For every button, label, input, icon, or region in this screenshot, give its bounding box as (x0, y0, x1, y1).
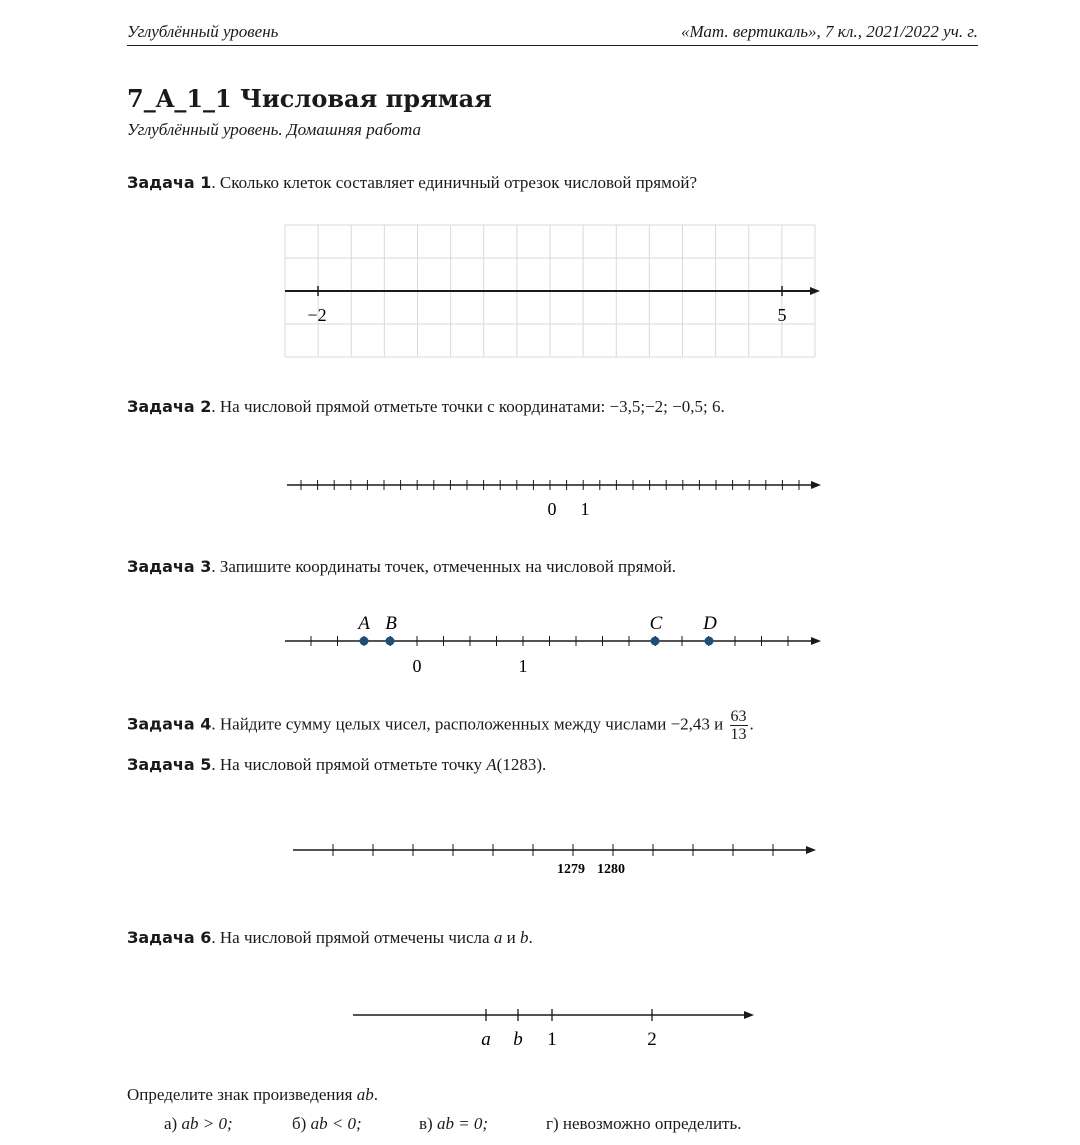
point-d (705, 637, 714, 646)
task-5-text: . На числовой прямой отметьте точку (211, 755, 483, 774)
task-4-text: . Найдите сумму целых чисел, расположенных между числами −2,43 и (211, 714, 724, 734)
label-1: 1 (518, 656, 528, 676)
task-1-text: . Сколько клеток составляет единичный отрезок числовой прямой? (211, 173, 698, 192)
option-d (546, 1114, 741, 1134)
figure-6-number-line (345, 990, 765, 1055)
page-subtitle: Углублённый уровень. Домашняя работа (127, 120, 422, 139)
page-title: 7_A_1_1 Числовая прямая (127, 84, 492, 113)
label-1279: 1279 (557, 862, 585, 877)
header-left: Углублённый уровень (127, 22, 279, 41)
task-6 (127, 928, 533, 948)
option-c-letter: в) (419, 1114, 433, 1133)
question-text: Определите знак произведения (127, 1085, 353, 1104)
figure-5-number-line (285, 820, 825, 890)
figure-3-number-line (280, 605, 825, 685)
figure-1-grid-number-line (280, 220, 825, 365)
figure-2-number-line (280, 460, 825, 530)
option-b-expr: ab < 0; (310, 1114, 362, 1133)
task-2 (127, 397, 725, 417)
task-6-conj: и (506, 928, 516, 947)
task-4-tail: . (749, 714, 754, 734)
arrow-head-icon (744, 1011, 754, 1019)
task-3-text: . Запишите координаты точек, отмеченных на числовой прямой. (211, 557, 677, 576)
task-5-label: Задача 5 (127, 755, 212, 774)
label-1: 1 (580, 499, 590, 519)
label-1280: 1280 (597, 862, 625, 877)
task-4-label: Задача 4 (127, 714, 212, 734)
task-6-text: . На числовой прямой отмечены числа (211, 928, 490, 947)
option-a (164, 1114, 233, 1134)
label-1: 1 (547, 1029, 557, 1050)
option-a-expr: ab > 0; (181, 1114, 233, 1133)
header-rule (127, 45, 978, 46)
arrow-head-icon (806, 846, 816, 854)
task-6-var-a: a (493, 928, 503, 947)
task-5 (127, 755, 546, 775)
option-d-letter: г) (546, 1114, 559, 1133)
task-5-point: A (486, 755, 497, 774)
point-a (360, 637, 369, 646)
task-2-text: . На числовой прямой отметьте точки с координатами: −3,5;−2; −0,5; 6. (211, 397, 725, 416)
question-expr: ab (356, 1085, 374, 1104)
task-6-label: Задача 6 (127, 928, 212, 947)
question (127, 1085, 378, 1105)
option-b (292, 1114, 362, 1134)
point-b-label: B (385, 613, 397, 634)
option-d-expr: невозможно определить. (562, 1114, 742, 1133)
task-3 (127, 557, 676, 577)
arrow-head-icon (811, 637, 821, 645)
task-6-tail: . (528, 928, 533, 947)
option-b-letter: б) (292, 1114, 307, 1133)
label-b: b (513, 1029, 523, 1050)
point-d-label: D (703, 613, 717, 634)
task-1 (127, 173, 697, 193)
option-c (419, 1114, 488, 1134)
task-5-coord: (1283). (496, 755, 547, 774)
point-a-label: A (358, 613, 370, 634)
task-3-label: Задача 3 (127, 557, 212, 576)
label-0: 0 (547, 499, 557, 519)
arrow-head-icon (811, 481, 821, 489)
fraction-numerator: 63 (730, 708, 747, 725)
point-c (651, 637, 660, 646)
point-b (386, 637, 395, 646)
task-4 (127, 708, 754, 743)
fraction-63-13 (730, 708, 748, 743)
task-1-label: Задача 1 (127, 173, 212, 192)
label-2: 2 (647, 1029, 657, 1050)
header-right: «Мат. вертикаль», 7 кл., 2021/2022 уч. г. (680, 22, 978, 41)
point-c-label: C (649, 613, 663, 634)
option-c-expr: ab = 0; (436, 1114, 489, 1133)
label-minus-2: −2 (307, 305, 327, 325)
label-5: 5 (777, 305, 787, 325)
option-a-letter: а) (164, 1114, 178, 1133)
label-a: a (481, 1029, 491, 1050)
fraction-denominator: 13 (730, 726, 747, 743)
question-tail: . (373, 1085, 378, 1104)
task-2-label: Задача 2 (127, 397, 212, 416)
task-6-var-b: b (519, 928, 529, 947)
label-0: 0 (412, 656, 422, 676)
